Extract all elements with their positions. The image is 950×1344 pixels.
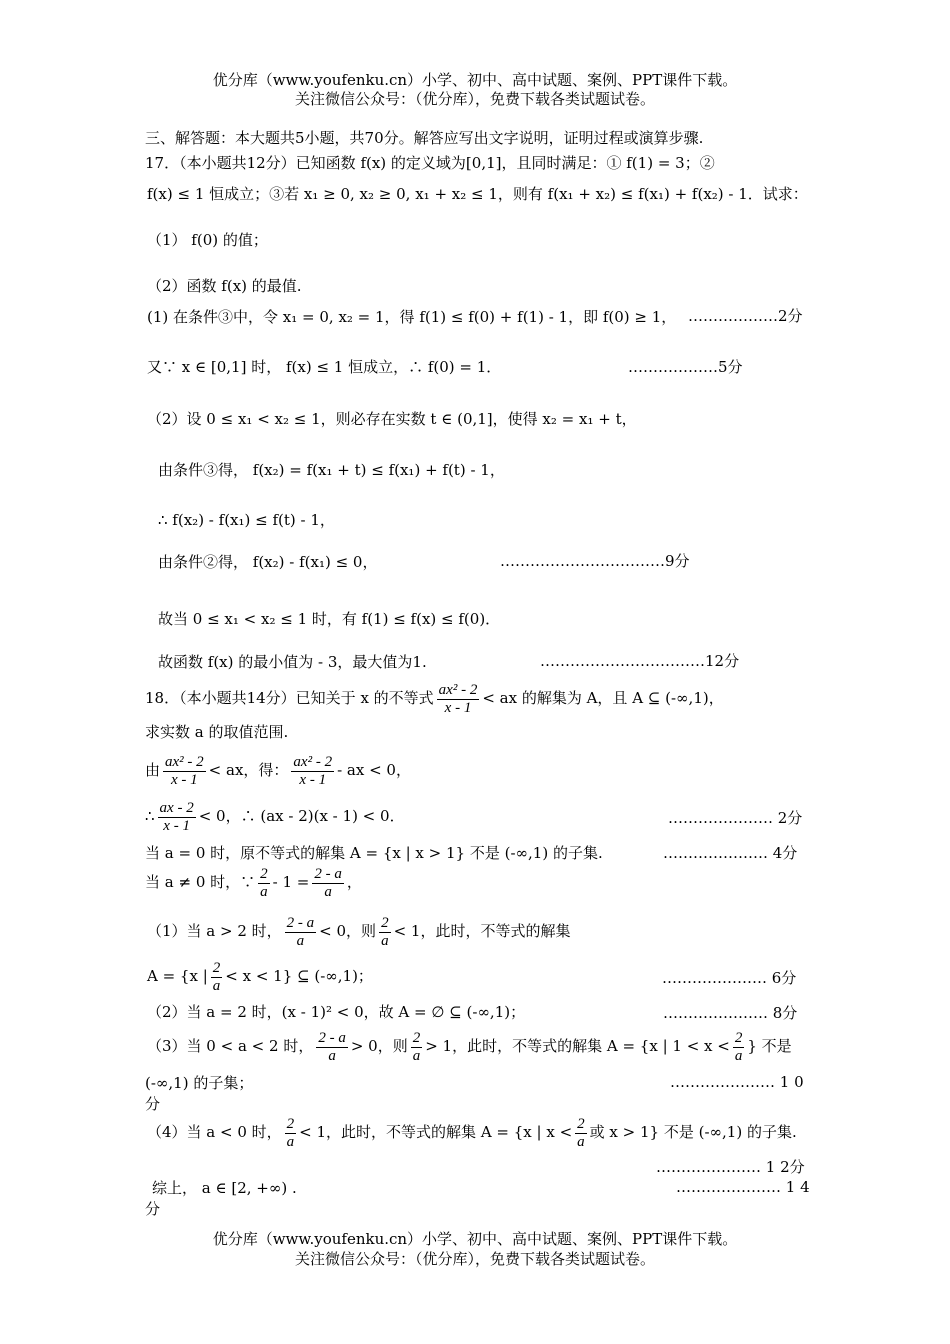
- q18-s1-d: - ax < 0，: [337, 761, 411, 779]
- q17-part-1: （1） f(0) 的值；: [147, 231, 268, 249]
- q18-score-12: ………………… 1 2分: [656, 1158, 805, 1176]
- header-line-2: 关注微信公众号：（优分库），免费下载各类试题试卷。: [294, 90, 655, 108]
- q18-s1-frac2: [291, 754, 334, 789]
- q17-solution-5: ∴ f(x₂) - f(x₁) ≤ f(t) - 1，: [158, 511, 335, 529]
- q18-line-2: 求实数 a 的取值范围.: [145, 723, 289, 741]
- q18-s6-a: A = {x |: [147, 967, 208, 985]
- q18-l1-fraction: [437, 682, 480, 717]
- q17-solution-8: 故函数 f(x) 的最小值为 - 3，最大值为1.: [158, 653, 427, 671]
- q18-l1-numerator: ax² - 2: [438, 681, 478, 698]
- q18-s4-den1: a: [260, 883, 268, 900]
- q18-solution-4: [145, 864, 362, 901]
- q18-s6-num: 2: [212, 959, 221, 976]
- q18-l1-text-b: < ax 的解集为 A，且 A ⊆ (-∞,1)，: [482, 689, 724, 707]
- q18-s8-frac3: [733, 1030, 745, 1065]
- q18-s4-b: - 1 =: [272, 873, 310, 891]
- q18-s4-c: ，: [346, 873, 362, 891]
- q18-s8-b: > 0，则: [350, 1037, 408, 1055]
- q18-s2-b: < 0，∴ (ax - 2)(x - 1) < 0．: [198, 807, 405, 825]
- q18-s10-c: 或 x > 1} 不是 (-∞,1) 的子集.: [589, 1123, 797, 1141]
- q18-solution-10: [147, 1114, 797, 1151]
- q18-s5-c: < 1，此时，不等式的解集: [393, 922, 571, 940]
- q18-score-2: ………………… 2分: [668, 809, 803, 827]
- q18-s10-a: （4）当 a < 0 时，: [147, 1123, 282, 1141]
- q17-part-2: （2）函数 f(x) 的最值.: [147, 277, 302, 295]
- q17-solution-2: 又∵ x ∈ [0,1] 时， f(x) ≤ 1 恒成立，∴ f(0) = 1．: [147, 358, 502, 376]
- q18-s10-b: < 1，此时，不等式的解集 A = {x | x <: [299, 1123, 573, 1141]
- q18-s8-frac2: [411, 1030, 423, 1065]
- q18-score-8: ………………… 8分: [663, 1004, 798, 1022]
- q18-score-10-unit: 分: [145, 1095, 161, 1113]
- q18-l1-denominator: x - 1: [444, 699, 472, 716]
- q18-score-4: ………………… 4分: [663, 844, 798, 862]
- q18-s5-den2: a: [381, 932, 389, 949]
- q17-line-2: f(x) ≤ 1 恒成立；③若 x₁ ≥ 0, x₂ ≥ 0, x₁ + x₂ ≤ 1，则有 f(x₁ + x₂) ≤ f(x₁) + f(x₂) - 1．试求：: [147, 185, 808, 203]
- q18-s8-a: （3）当 0 < a < 2 时，: [147, 1037, 314, 1055]
- footer-line-1: 优分库（www.youfenku.cn）小学、初中、高中试题、案例、PPT课件下载。: [212, 1230, 738, 1248]
- q18-s4-num2: 2 - a: [314, 865, 342, 882]
- q18-line-1: [145, 680, 724, 717]
- q18-s2-num: ax - 2: [159, 799, 194, 816]
- q18-s8-c: > 1，此时，不等式的解集 A = {x | 1 < x <: [425, 1037, 730, 1055]
- q18-s5-den1: a: [296, 932, 305, 949]
- q18-s5-frac1: [285, 915, 317, 950]
- q18-score-14-unit: 分: [145, 1200, 161, 1218]
- q17-solution-6: 由条件②得， f(x₂) - f(x₁) ≤ 0，: [158, 553, 378, 571]
- q18-s5-num2: 2: [381, 914, 389, 931]
- header-line-1: 优分库（www.youfenku.cn）小学、初中、高中试题、案例、PPT课件下载。: [212, 71, 738, 89]
- q18-score-6: ………………… 6分: [662, 969, 797, 987]
- q18-s1-frac1: [163, 754, 206, 789]
- q18-s4-den2: a: [324, 883, 332, 900]
- q18-s5-a: （1）当 a > 2 时，: [147, 922, 282, 940]
- q18-s1-b: < ax，得：: [208, 761, 289, 779]
- q17-score-12: ……………………………12分: [540, 652, 740, 670]
- q18-s5-frac2: [379, 915, 391, 950]
- q18-solution-7: （2）当 a = 2 时，(x - 1)² < 0，故 A = ∅ ⊆ (-∞,1)；: [147, 1003, 526, 1021]
- q18-solution-9: (-∞,1) 的子集；: [145, 1074, 254, 1092]
- section-title: 三、解答题：本大题共5小题，共70分。解答应写出文字说明，证明过程或演算步骤.: [145, 129, 704, 147]
- q18-s10-frac1: [285, 1116, 297, 1151]
- q18-s1-num1: ax² - 2: [165, 753, 204, 770]
- q18-s10-den2: a: [577, 1133, 585, 1150]
- q18-s8-den2: a: [412, 1047, 421, 1064]
- q17-line-1: 17．（本小题共12分）已知函数 f(x) 的定义域为[0,1]，且同时满足：① f(1) = 3；②: [145, 154, 715, 172]
- q18-s10-frac2: [575, 1116, 587, 1151]
- q18-s10-den1: a: [286, 1133, 295, 1150]
- q18-solution-8: [147, 1028, 792, 1065]
- q18-score-10: ………………… 1 0: [670, 1073, 804, 1091]
- q18-s10-num2: 2: [577, 1115, 585, 1132]
- q18-s2-frac: [158, 800, 196, 835]
- q17-score-5: ………………5分: [628, 358, 743, 376]
- q18-s5-b: < 0，则: [319, 922, 377, 940]
- q18-s2-a: ∴: [145, 807, 155, 825]
- q18-s1-a: 由: [145, 761, 161, 779]
- q18-s2-den: x - 1: [163, 817, 190, 834]
- footer-line-2: 关注微信公众号：（优分库），免费下载各类试题试卷。: [294, 1250, 655, 1268]
- q18-solution-1: [145, 752, 411, 789]
- q18-score-14: ………………… 1 4: [676, 1178, 810, 1196]
- q18-s1-den2: x - 1: [299, 771, 327, 788]
- q17-score-2: ………………2分: [688, 307, 803, 325]
- q18-s8-num3: 2: [734, 1029, 743, 1046]
- q18-s8-frac1: [316, 1030, 348, 1065]
- q18-s8-d: } 不是: [747, 1037, 792, 1055]
- q18-s4-a: 当 a ≠ 0 时，∵: [145, 873, 256, 891]
- q18-solution-3: 当 a = 0 时，原不等式的解集 A = {x | x > 1} 不是 (-∞,1) 的子集.: [145, 844, 603, 862]
- q18-solution-2: [145, 798, 405, 835]
- q18-s1-num2: ax² - 2: [293, 753, 333, 770]
- q18-conclusion: 综上， a ∈ [2, +∞) .: [152, 1179, 297, 1197]
- q18-s4-num1: 2: [260, 865, 268, 882]
- q18-s4-frac2: [312, 866, 344, 901]
- q18-s8-den3: a: [734, 1047, 743, 1064]
- q18-solution-6: [147, 958, 373, 995]
- q17-solution-7: 故当 0 ≤ x₁ < x₂ ≤ 1 时，有 f(1) ≤ f(x) ≤ f(0)．: [158, 610, 501, 628]
- q18-s6-den: a: [212, 977, 221, 994]
- q17-solution-3: （2）设 0 ≤ x₁ < x₂ ≤ 1，则必存在实数 t ∈ (0,1]，使得 x₂ = x₁ + t，: [147, 410, 637, 428]
- q18-s8-num1: 2 - a: [318, 1029, 346, 1046]
- q18-s10-num1: 2: [286, 1115, 295, 1132]
- q18-s1-den1: x - 1: [171, 771, 198, 788]
- q18-s5-num1: 2 - a: [286, 914, 315, 931]
- q18-s4-frac1: [258, 866, 270, 901]
- q18-l1-text-a: 18．（本小题共14分）已知关于 x 的不等式: [145, 689, 434, 707]
- q17-solution-1: (1) 在条件③中，令 x₁ = 0, x₂ = 1，得 f(1) ≤ f(0) + f(1) - 1，即 f(0) ≥ 1，: [147, 308, 677, 326]
- q18-s8-den1: a: [328, 1047, 336, 1064]
- q18-s6-frac: [211, 960, 223, 995]
- q18-s8-num2: 2: [412, 1029, 421, 1046]
- q17-score-9: ……………………………9分: [500, 552, 690, 570]
- q17-solution-4: 由条件③得， f(x₂) = f(x₁ + t) ≤ f(x₁) + f(t) - 1，: [158, 461, 505, 479]
- q18-solution-5: [147, 913, 570, 950]
- q18-s6-b: < x < 1} ⊆ (-∞,1)；: [225, 967, 373, 985]
